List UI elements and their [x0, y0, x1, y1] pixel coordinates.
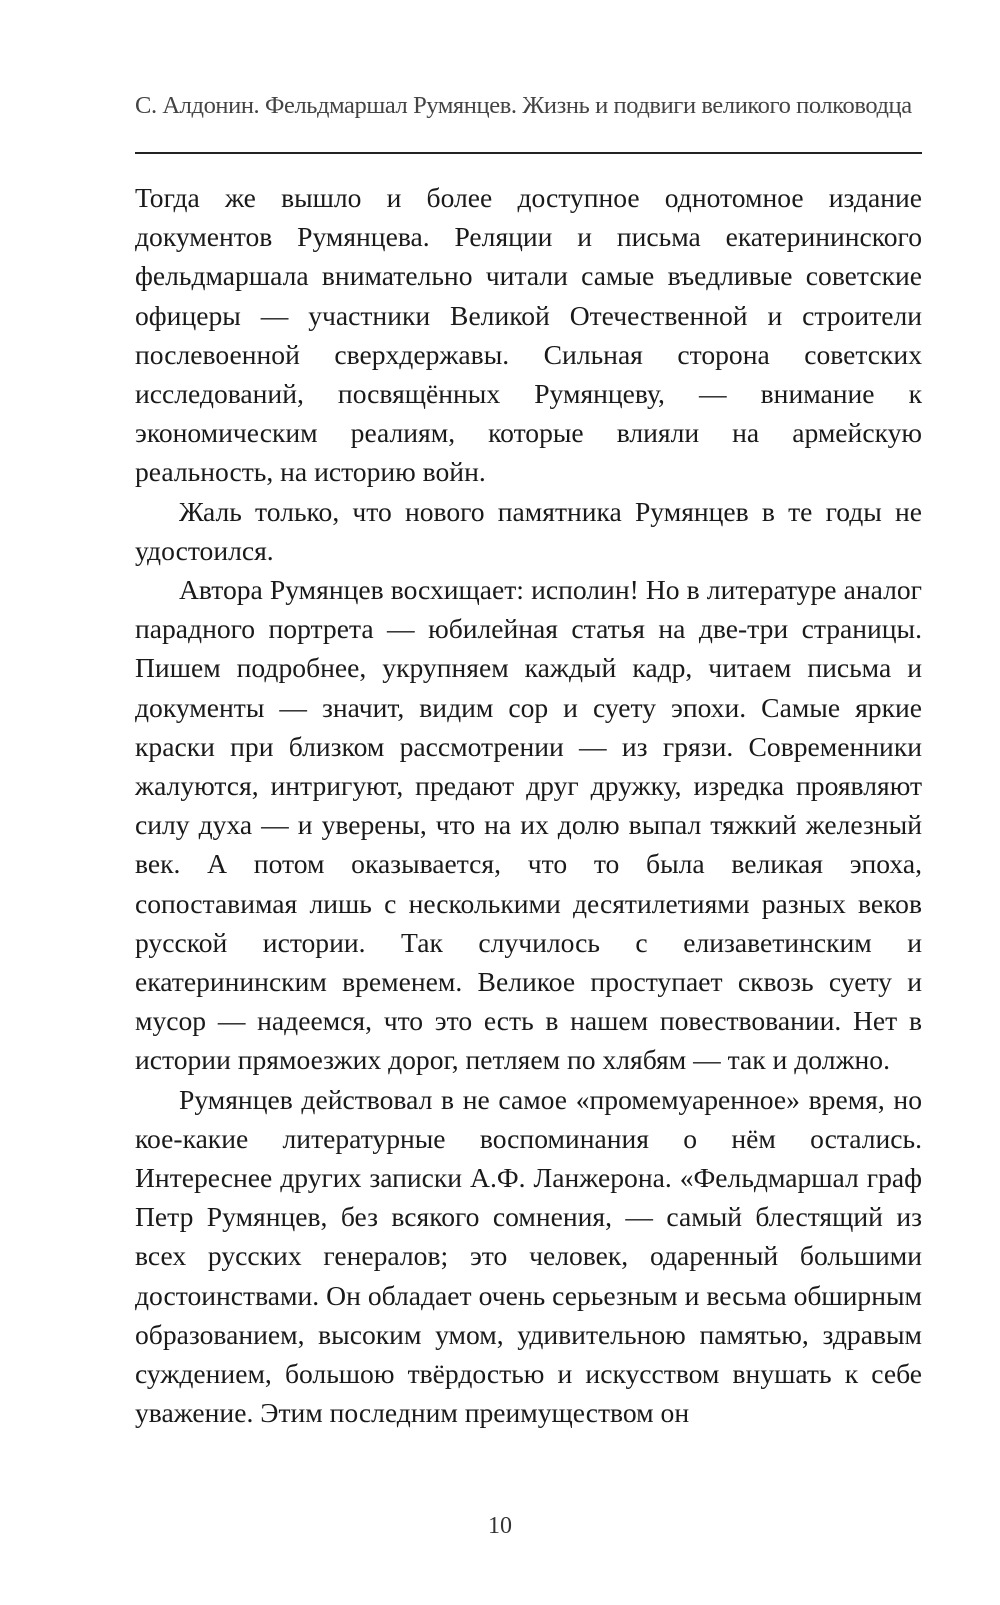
- body-text: [135, 178, 922, 1433]
- page-number: 10: [488, 1513, 512, 1539]
- running-header: С. Алдонин. Фельдмаршал Румянцев. Жизнь и подвиги великого полководца: [135, 92, 912, 119]
- paragraph-1: Тогда же вышло и более доступное однотомное издание документов Румянцева. Реляции и письма екатерининского фельдмаршала внимательно читали самые въедливые советские офицеры — участники Великой Отечественной и строители послевоенной сверхдержавы. Сильная сторона советских исследований, посвящённых Румянцеву, — внимание к экономическим реалиям, которые влияли на армейскую реальность, на историю войн.: [135, 182, 922, 488]
- paragraph-3: Автора Румянцев восхищает: исполин! Но в литературе аналог парадного портрета — юбилейная статья на две-три страницы. Пишем подробнее, укрупняем каждый кадр, читаем письма и документы — значит, видим сор и суету эпохи. Самые яркие краски при близком рассмотрении — из грязи. Современники жалуются, интригуют, предают друг дружку, изредка проявляют силу духа — и уверены, что на их долю выпал тяжкий железный век. А потом оказывается, что то была великая эпоха, сопоставимая лишь с несколькими десятилетиями разных веков русской истории. Так случилось с елизаветинским и екатерининским временем. Великое проступает сквозь суету и мусор — надеемся, что это есть в нашем повествовании. Нет в истории прямоезжих дорог, петляем по хлябям — так и должно.: [135, 574, 922, 1076]
- header-rule: [135, 152, 922, 154]
- paragraph-2: Жаль только, что нового памятника Румянцев в те годы не удостоился.: [135, 495, 922, 566]
- paragraph-4: Румянцев действовал в не самое «промемуаренное» время, но кое-какие литературные воспоминания о нём остались. Интереснее других записки А.Ф. Ланжерона. «Фельдмаршал граф Петр Румянцев, без всякого сомнения, — самый блестящий из всех русских генералов; это человек, одаренный большими достоинствами. Он обладает очень серьезным и весьма обширным образованием, высоким умом, удивительною памятью, здравым суждением, большою твёрдостью и искусством внушать к себе уважение. Этим последним преимуществом он: [135, 1083, 922, 1429]
